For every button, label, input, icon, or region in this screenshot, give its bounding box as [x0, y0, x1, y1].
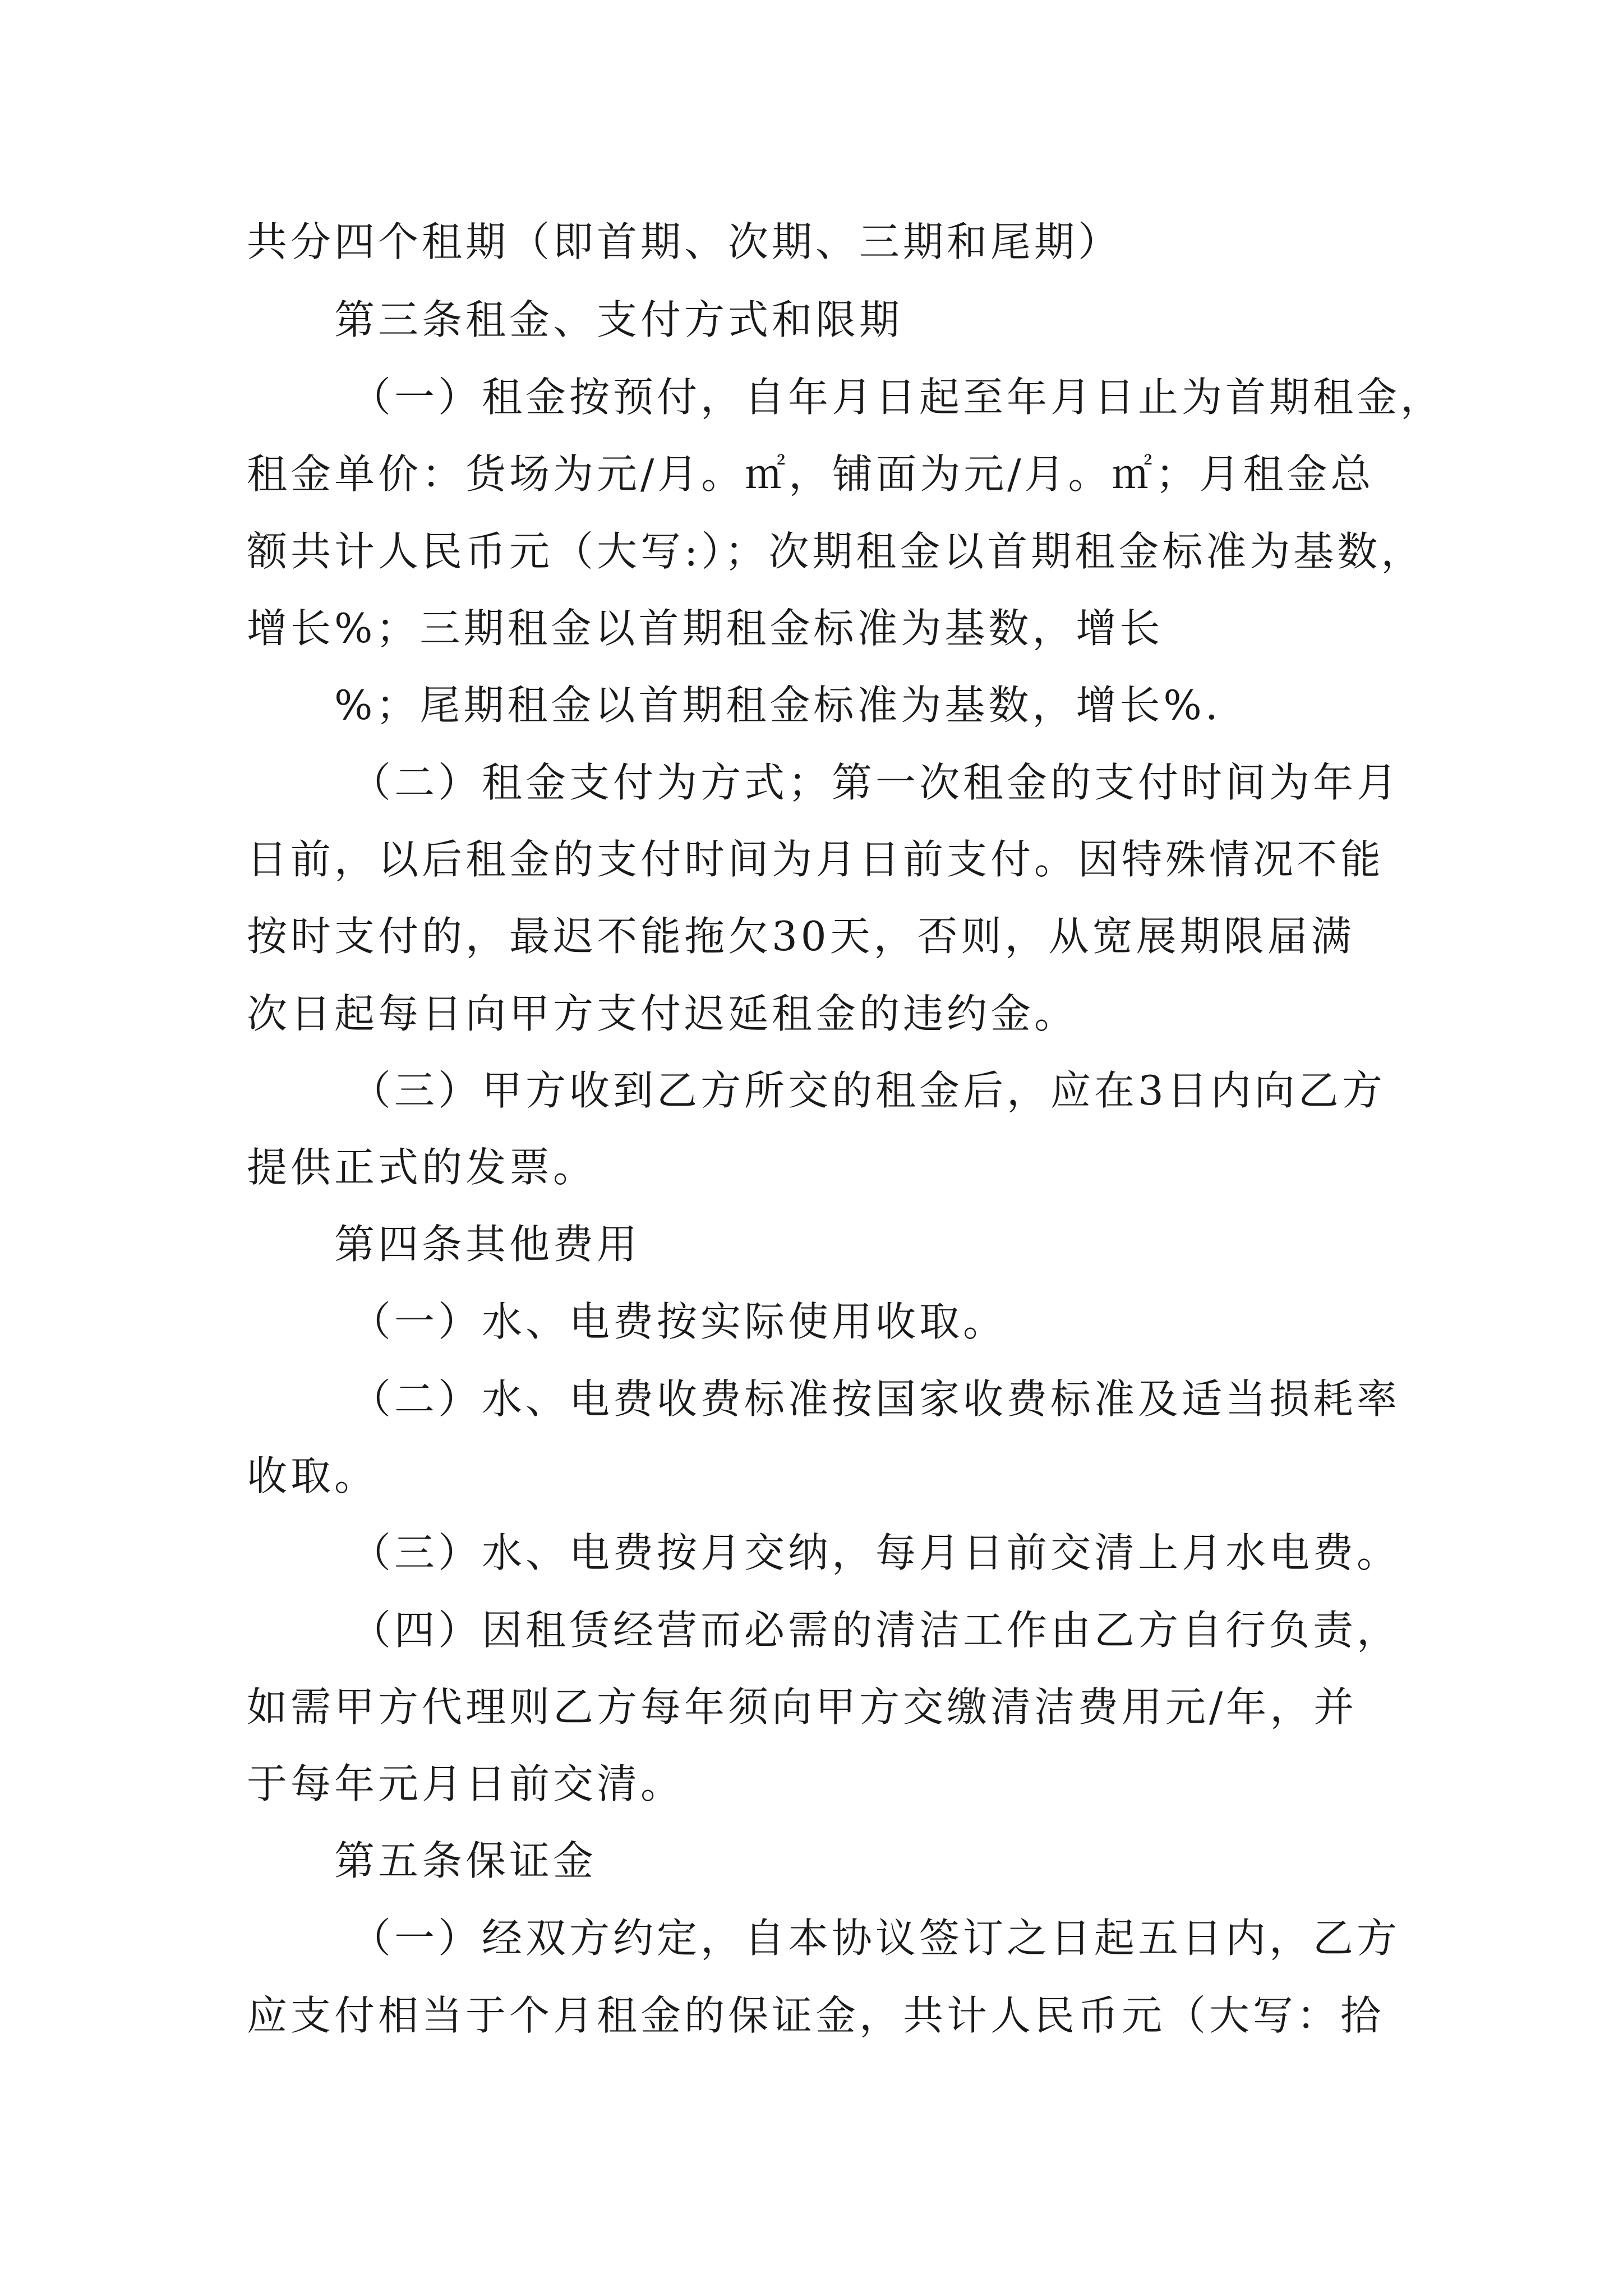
text-line: （四）因租赁经营而必需的清洁工作由乙方自行负责，	[351, 1607, 1401, 1654]
text-line: 于每年元月日前交清。	[247, 1760, 685, 1807]
text-line: 收取。	[247, 1452, 379, 1499]
text-line: 应支付相当于个月租金的保证金，共计人民币元（大写：拾	[247, 1992, 1385, 2039]
text-line: 日前，以后租金的支付时间为月日前支付。因特殊情况不能	[247, 836, 1385, 883]
article-heading: 第三条租金、支付方式和限期	[334, 296, 903, 343]
text-line: （三）甲方收到乙方所交的租金后，应在3日内向乙方	[351, 1067, 1386, 1114]
text-line: 如需甲方代理则乙方每年须向甲方交缴清洁费用元/年，并	[247, 1683, 1358, 1731]
text-line: （一）经双方约定，自本协议签订之日起五日内，乙方	[351, 1915, 1401, 1962]
text-line: （三）水、电费按月交纳，每月日前交清上月水电费。	[351, 1529, 1401, 1576]
text-line: 租金单价：货场为元/月。㎡，铺面为元/月。㎡；月租金总	[247, 450, 1375, 498]
text-line: 次日起每日向甲方支付迟延租金的违约金。	[247, 990, 1078, 1037]
text-line: （一）水、电费按实际使用收取。	[351, 1298, 1007, 1345]
article-heading: 第五条保证金	[334, 1837, 597, 1884]
text-line: （一）租金按预付，自年月日起至年月日止为首期租金，	[351, 374, 1445, 421]
text-line: 按时支付的，最迟不能拖欠30天，否则，从宽展期限届满	[247, 913, 1355, 960]
text-line: 提供正式的发票。	[247, 1144, 597, 1191]
text-line: 额共计人民币元（大写:）；次期租金以首期租金标准为基数，	[247, 528, 1425, 575]
text-line: 增长%；三期租金以首期租金标准为基数，增长	[247, 605, 1164, 652]
text-line: %；尾期租金以首期租金标准为基数，增长%.	[334, 682, 1221, 729]
article-heading: 第四条其他费用	[334, 1221, 641, 1268]
text-line: 共分四个租期（即首期、次期、三期和尾期）	[247, 218, 1122, 265]
text-line: （二）租金支付为方式；第一次租金的支付时间为年月	[351, 759, 1401, 806]
text-line: （二）水、电费收费标准按国家收费标准及适当损耗率	[351, 1375, 1401, 1423]
